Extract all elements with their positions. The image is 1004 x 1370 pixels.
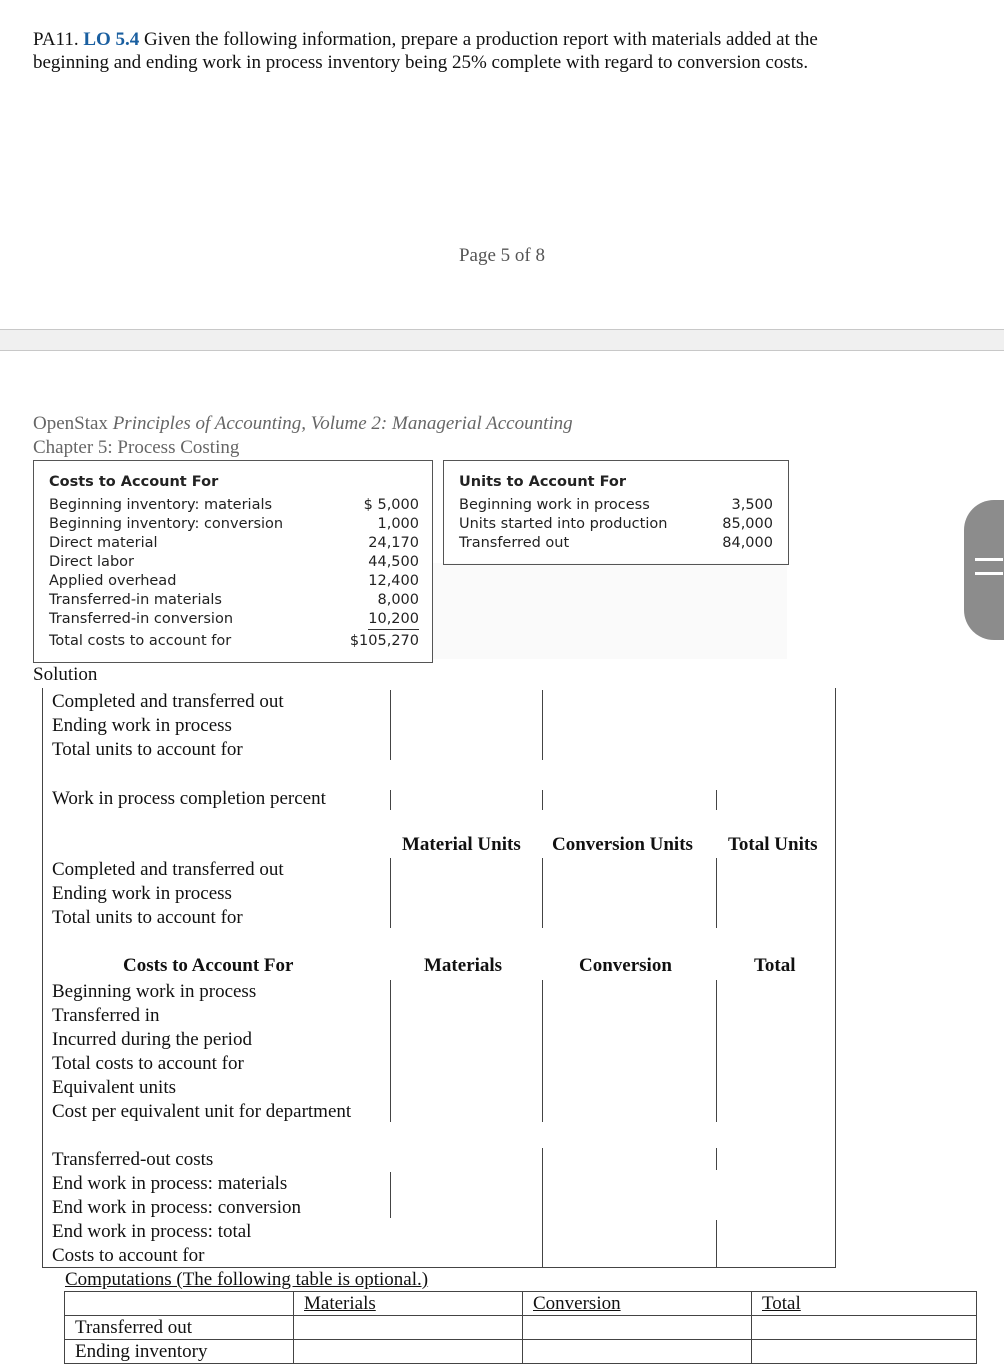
units-box: [443, 460, 789, 565]
solution-title: Solution: [33, 664, 98, 685]
row-label: End work in process: total: [52, 1221, 252, 1242]
page-gap: [0, 330, 1004, 350]
costs-box: [33, 460, 433, 663]
col-divider: [390, 1172, 391, 1218]
cost-total-row: Total costs to account for $105,270: [49, 633, 419, 649]
comp-header: Conversion: [533, 1292, 621, 1314]
col-divider: [542, 858, 543, 928]
costs-box-title: Costs to Account For: [49, 474, 219, 490]
cost-row: Direct material 24,170: [49, 535, 419, 551]
costs-section-header: Costs to Account For: [123, 955, 294, 976]
cost-row: Beginning inventory: conversion 1,000: [49, 516, 419, 532]
units-box-rows: [459, 496, 773, 553]
unit-row: Transferred out 84,000: [459, 535, 773, 551]
row-label: Costs to account for: [52, 1245, 205, 1266]
handle-grip-icon: [975, 558, 1003, 561]
chapter-title: Chapter 5: Process Costing: [33, 437, 240, 458]
row-label: Incurred during the period: [52, 1029, 252, 1050]
header-materials: Materials: [424, 955, 503, 976]
page-separator-bottom: [0, 350, 1004, 351]
cost-row: Transferred-in materials 8,000: [49, 592, 419, 608]
frame-left: [42, 688, 43, 1268]
section4-labels: [52, 1148, 301, 1268]
computations-row: [65, 1340, 977, 1364]
book-title: Principles of Accounting, Volume 2: Managerial Accounting: [112, 413, 573, 434]
row-label: Completed and transferred out: [52, 859, 284, 880]
col-divider: [716, 858, 717, 928]
comp-row-label: Transferred out: [65, 1316, 294, 1340]
row-label: Beginning work in process: [52, 981, 257, 1002]
problem-line-1: [33, 28, 993, 51]
row-label: Equivalent units: [52, 1077, 177, 1098]
col-divider: [716, 980, 717, 1122]
row-label: Cost per equivalent unit for department: [52, 1101, 352, 1122]
row-label: End work in process: materials: [52, 1173, 288, 1194]
cost-row: Applied overhead 12,400: [49, 573, 419, 589]
col-divider: [716, 1148, 717, 1170]
computations-title: Computations (The following table is optional.): [65, 1269, 429, 1290]
comp-row-label: Ending inventory: [65, 1340, 294, 1364]
col-divider: [390, 858, 391, 928]
header-total: Total: [754, 955, 796, 976]
col-divider: [716, 1220, 717, 1268]
row-label: Transferred-out costs: [52, 1149, 214, 1170]
costs-box-rows: [49, 496, 419, 651]
publisher: OpenStax: [33, 413, 108, 434]
col-divider: [390, 690, 391, 760]
cost-row: Direct labor 44,500: [49, 554, 419, 570]
problem-statement: [33, 28, 993, 74]
handle-grip-icon: [975, 572, 1003, 575]
row-label: Total costs to account for: [52, 1053, 244, 1074]
section2-labels: [52, 858, 284, 930]
problem-text-1: Given the following information, prepare a production report with materials added at the: [144, 29, 818, 50]
problem-id: PA11.: [33, 29, 79, 50]
computations-row: [65, 1316, 977, 1340]
comp-header: Total: [762, 1292, 801, 1314]
col-divider: [542, 690, 543, 760]
header-conversion: Conversion: [579, 955, 672, 976]
header-material-units: Material Units: [402, 834, 521, 855]
page-label: Page 5 of 8: [458, 245, 545, 266]
row-label: Ending work in process: [52, 883, 232, 904]
header-total-units: Total Units: [728, 834, 818, 855]
units-box-title: Units to Account For: [459, 474, 627, 490]
unit-row: Beginning work in process 3,500: [459, 497, 773, 513]
learning-objective: LO 5.4: [83, 29, 140, 50]
computations-table: [64, 1291, 977, 1364]
section1-labels: [52, 690, 284, 762]
book-title-line: [33, 412, 573, 436]
col-divider: [542, 1148, 543, 1268]
row-label: Total units to account for: [52, 907, 243, 928]
book-header: [33, 412, 573, 460]
cost-row: Transferred-in conversion 10,200: [49, 610, 419, 630]
header-conversion-units: Conversion Units: [552, 834, 693, 855]
row-label: Total units to account for: [52, 739, 243, 760]
problem-line-2: beginning and ending work in process inventory being 25% complete with regard to conversion costs.: [33, 52, 809, 73]
unit-row: Units started into production 85,000: [459, 516, 773, 532]
frame-right: [835, 688, 836, 1268]
section3-labels: [52, 980, 351, 1124]
panel-background: [433, 563, 787, 659]
row-label: Transferred in: [52, 1005, 160, 1026]
wip-percent-label: Work in process completion percent: [52, 788, 326, 809]
col-divider: [390, 980, 391, 1122]
row-label: Ending work in process: [52, 715, 232, 736]
col-divider: [542, 790, 543, 810]
col-divider: [716, 790, 717, 810]
scroll-handle[interactable]: [964, 500, 1004, 640]
col-divider: [542, 980, 543, 1122]
col-divider: [390, 790, 391, 810]
row-label: Completed and transferred out: [52, 691, 284, 712]
cost-row: Beginning inventory: materials $ 5,000: [49, 497, 419, 513]
row-label: End work in process: conversion: [52, 1197, 302, 1218]
comp-header: Materials: [304, 1292, 376, 1314]
computations-header-row: [65, 1292, 977, 1316]
